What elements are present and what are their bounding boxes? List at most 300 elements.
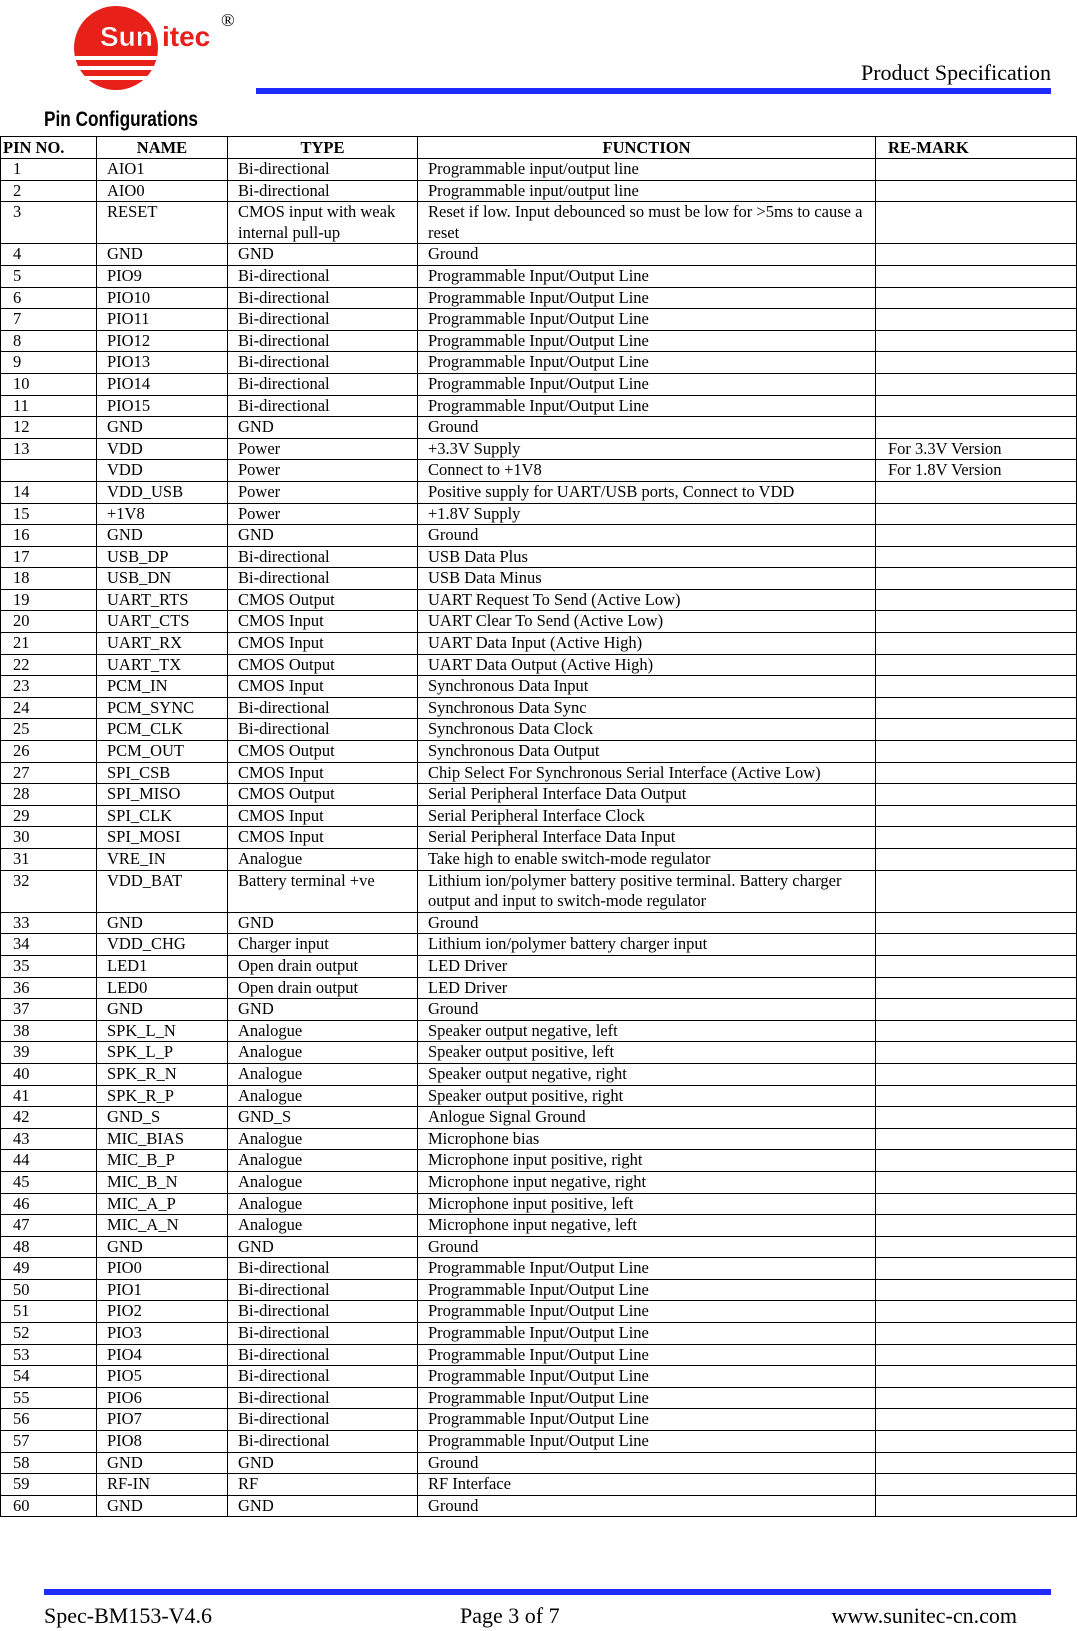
pin-no-cell: 3: [1, 202, 97, 244]
footer-page-number: Page 3 of 7: [460, 1603, 560, 1628]
remark-cell: [876, 784, 1077, 806]
footer-divider: [44, 1589, 1051, 1595]
type-cell: CMOS Output: [228, 784, 418, 806]
function-cell: Programmable input/output line: [418, 159, 876, 181]
function-cell: Ground: [418, 1452, 876, 1474]
name-cell: VRE_IN: [97, 849, 228, 871]
pin-no-cell: 57: [1, 1431, 97, 1453]
remark-cell: [876, 741, 1077, 763]
name-cell: PIO8: [97, 1431, 228, 1453]
function-cell: UART Data Output (Active High): [418, 654, 876, 676]
name-cell: PCM_IN: [97, 676, 228, 698]
name-cell: PCM_SYNC: [97, 697, 228, 719]
remark-cell: [876, 1301, 1077, 1323]
function-cell: Programmable Input/Output Line: [418, 352, 876, 374]
remark-cell: [876, 1409, 1077, 1431]
remark-cell: [876, 849, 1077, 871]
pin-no-cell: 29: [1, 805, 97, 827]
type-cell: Bi-directional: [228, 180, 418, 202]
table-row: [1, 503, 1077, 525]
function-cell: Ground: [418, 417, 876, 439]
table-row: [1, 719, 1077, 741]
type-cell: Charger input: [228, 934, 418, 956]
type-cell: Bi-directional: [228, 287, 418, 309]
name-cell: PIO4: [97, 1344, 228, 1366]
table-body: [1, 159, 1077, 1517]
pin-no-cell: 55: [1, 1387, 97, 1409]
function-cell: Programmable Input/Output Line: [418, 1344, 876, 1366]
table-row: [1, 481, 1077, 503]
type-cell: CMOS Input: [228, 827, 418, 849]
function-cell: Microphone bias: [418, 1128, 876, 1150]
name-cell: SPK_R_P: [97, 1085, 228, 1107]
function-cell: Programmable input/output line: [418, 180, 876, 202]
header-pin-no: PIN NO.: [1, 137, 97, 159]
remark-cell: [876, 1431, 1077, 1453]
pin-no-cell: 17: [1, 546, 97, 568]
function-cell: Programmable Input/Output Line: [418, 265, 876, 287]
function-cell: USB Data Plus: [418, 546, 876, 568]
pin-no-cell: 52: [1, 1323, 97, 1345]
type-cell: CMOS Input: [228, 762, 418, 784]
remark-cell: [876, 654, 1077, 676]
pin-no-cell: 59: [1, 1474, 97, 1496]
remark-cell: [876, 1323, 1077, 1345]
pin-no-cell: 40: [1, 1063, 97, 1085]
function-cell: Programmable Input/Output Line: [418, 1323, 876, 1345]
pin-no-cell: 56: [1, 1409, 97, 1431]
pin-no-cell: 23: [1, 676, 97, 698]
function-cell: Speaker output negative, right: [418, 1063, 876, 1085]
name-cell: RESET: [97, 202, 228, 244]
function-cell: Speaker output positive, left: [418, 1042, 876, 1064]
pin-no-cell: 51: [1, 1301, 97, 1323]
name-cell: GND: [97, 912, 228, 934]
function-cell: Microphone input negative, right: [418, 1171, 876, 1193]
type-cell: Open drain output: [228, 955, 418, 977]
type-cell: Bi-directional: [228, 1344, 418, 1366]
type-cell: Bi-directional: [228, 330, 418, 352]
table-row: [1, 805, 1077, 827]
name-cell: VDD: [97, 460, 228, 482]
type-cell: Analogue: [228, 1215, 418, 1237]
type-cell: Power: [228, 438, 418, 460]
name-cell: PIO13: [97, 352, 228, 374]
table-row: [1, 934, 1077, 956]
function-cell: Ground: [418, 912, 876, 934]
name-cell: GND: [97, 1495, 228, 1517]
name-cell: MIC_A_N: [97, 1215, 228, 1237]
pin-no-cell: 50: [1, 1279, 97, 1301]
pin-no-cell: 26: [1, 741, 97, 763]
function-cell: +3.3V Supply: [418, 438, 876, 460]
table-row: [1, 265, 1077, 287]
name-cell: PIO2: [97, 1301, 228, 1323]
table-row: [1, 1431, 1077, 1453]
name-cell: USB_DP: [97, 546, 228, 568]
type-cell: Bi-directional: [228, 373, 418, 395]
function-cell: Microphone input negative, left: [418, 1215, 876, 1237]
pin-no-cell: 54: [1, 1366, 97, 1388]
table-row: [1, 912, 1077, 934]
pin-no-cell: 48: [1, 1236, 97, 1258]
header-remark: RE-MARK: [876, 137, 1077, 159]
name-cell: LED0: [97, 977, 228, 999]
remark-cell: [876, 159, 1077, 181]
type-cell: Analogue: [228, 1020, 418, 1042]
table-row: [1, 568, 1077, 590]
table-row: [1, 395, 1077, 417]
pin-no-cell: 60: [1, 1495, 97, 1517]
table-row: [1, 460, 1077, 482]
remark-cell: [876, 1063, 1077, 1085]
remark-cell: [876, 827, 1077, 849]
type-cell: Power: [228, 460, 418, 482]
type-cell: CMOS Input: [228, 676, 418, 698]
remark-cell: [876, 676, 1077, 698]
table-row: [1, 1474, 1077, 1496]
function-cell: +1.8V Supply: [418, 503, 876, 525]
pin-no-cell: 39: [1, 1042, 97, 1064]
footer-spec-id: Spec-BM153-V4.6: [44, 1603, 213, 1628]
table-row: [1, 999, 1077, 1021]
pin-no-cell: 22: [1, 654, 97, 676]
name-cell: GND: [97, 244, 228, 266]
remark-cell: [876, 417, 1077, 439]
table-row: [1, 784, 1077, 806]
remark-cell: [876, 202, 1077, 244]
pin-no-cell: 49: [1, 1258, 97, 1280]
remark-cell: [876, 1344, 1077, 1366]
table-row: [1, 1323, 1077, 1345]
name-cell: SPI_CSB: [97, 762, 228, 784]
remark-cell: [876, 309, 1077, 331]
function-cell: Synchronous Data Input: [418, 676, 876, 698]
pin-no-cell: 19: [1, 589, 97, 611]
remark-cell: [876, 287, 1077, 309]
remark-cell: [876, 1171, 1077, 1193]
name-cell: PIO6: [97, 1387, 228, 1409]
function-cell: UART Clear To Send (Active Low): [418, 611, 876, 633]
header-divider: [256, 88, 1051, 94]
logo-text-right: itec: [162, 21, 211, 52]
name-cell: SPI_MISO: [97, 784, 228, 806]
type-cell: Bi-directional: [228, 1409, 418, 1431]
table-row: [1, 1042, 1077, 1064]
function-cell: LED Driver: [418, 955, 876, 977]
pin-no-cell: 27: [1, 762, 97, 784]
name-cell: PIO9: [97, 265, 228, 287]
table-row: [1, 827, 1077, 849]
pin-no-cell: 47: [1, 1215, 97, 1237]
name-cell: SPI_MOSI: [97, 827, 228, 849]
function-cell: Speaker output negative, left: [418, 1020, 876, 1042]
header-function: FUNCTION: [418, 137, 876, 159]
function-cell: USB Data Minus: [418, 568, 876, 590]
function-cell: Programmable Input/Output Line: [418, 1431, 876, 1453]
function-cell: Ground: [418, 244, 876, 266]
remark-cell: [876, 1387, 1077, 1409]
table-row: [1, 955, 1077, 977]
table-row: [1, 1215, 1077, 1237]
type-cell: Open drain output: [228, 977, 418, 999]
name-cell: SPK_R_N: [97, 1063, 228, 1085]
name-cell: SPK_L_N: [97, 1020, 228, 1042]
name-cell: GND_S: [97, 1107, 228, 1129]
type-cell: CMOS Output: [228, 654, 418, 676]
name-cell: GND: [97, 1236, 228, 1258]
name-cell: PIO1: [97, 1279, 228, 1301]
type-cell: GND_S: [228, 1107, 418, 1129]
remark-cell: For 1.8V Version: [876, 460, 1077, 482]
pin-no-cell: 38: [1, 1020, 97, 1042]
pin-no-cell: [1, 460, 97, 482]
table-row: [1, 611, 1077, 633]
name-cell: PIO7: [97, 1409, 228, 1431]
pin-no-cell: 14: [1, 481, 97, 503]
name-cell: VDD: [97, 438, 228, 460]
remark-cell: [876, 180, 1077, 202]
name-cell: UART_RX: [97, 633, 228, 655]
function-cell: Programmable Input/Output Line: [418, 395, 876, 417]
type-cell: Bi-directional: [228, 1323, 418, 1345]
table-row: [1, 438, 1077, 460]
function-cell: Programmable Input/Output Line: [418, 330, 876, 352]
pin-no-cell: 2: [1, 180, 97, 202]
table-row: [1, 849, 1077, 871]
function-cell: Ground: [418, 1236, 876, 1258]
table-row: [1, 1193, 1077, 1215]
function-cell: Programmable Input/Output Line: [418, 1409, 876, 1431]
company-logo: [74, 6, 254, 96]
remark-cell: [876, 481, 1077, 503]
pin-no-cell: 10: [1, 373, 97, 395]
type-cell: Bi-directional: [228, 265, 418, 287]
function-cell: Ground: [418, 525, 876, 547]
function-cell: Anlogue Signal Ground: [418, 1107, 876, 1129]
remark-cell: [876, 697, 1077, 719]
name-cell: PIO10: [97, 287, 228, 309]
type-cell: GND: [228, 1236, 418, 1258]
remark-cell: [876, 589, 1077, 611]
remark-cell: For 3.3V Version: [876, 438, 1077, 460]
name-cell: GND: [97, 417, 228, 439]
type-cell: Bi-directional: [228, 1431, 418, 1453]
table-row: [1, 977, 1077, 999]
pin-no-cell: 25: [1, 719, 97, 741]
table-row: [1, 1301, 1077, 1323]
function-cell: Programmable Input/Output Line: [418, 1301, 876, 1323]
name-cell: PIO15: [97, 395, 228, 417]
type-cell: CMOS input with weak internal pull-up: [228, 202, 418, 244]
remark-cell: [876, 265, 1077, 287]
function-cell: Synchronous Data Sync: [418, 697, 876, 719]
remark-cell: [876, 1279, 1077, 1301]
table-row: [1, 1387, 1077, 1409]
name-cell: MIC_B_N: [97, 1171, 228, 1193]
name-cell: UART_CTS: [97, 611, 228, 633]
pin-configuration-table: [0, 136, 1077, 1517]
function-cell: Ground: [418, 999, 876, 1021]
type-cell: Analogue: [228, 1193, 418, 1215]
name-cell: AIO0: [97, 180, 228, 202]
table-row: [1, 870, 1077, 912]
name-cell: GND: [97, 999, 228, 1021]
pin-no-cell: 24: [1, 697, 97, 719]
type-cell: GND: [228, 1452, 418, 1474]
type-cell: RF: [228, 1474, 418, 1496]
function-cell: LED Driver: [418, 977, 876, 999]
remark-cell: [876, 244, 1077, 266]
remark-cell: [876, 611, 1077, 633]
type-cell: CMOS Input: [228, 611, 418, 633]
function-cell: Lithium ion/polymer battery positive terminal. Battery charger output and input to switch-mode regulator: [418, 870, 876, 912]
function-cell: Programmable Input/Output Line: [418, 1279, 876, 1301]
table-row: [1, 287, 1077, 309]
pin-no-cell: 30: [1, 827, 97, 849]
pin-no-cell: 28: [1, 784, 97, 806]
remark-cell: [876, 1236, 1077, 1258]
pin-no-cell: 15: [1, 503, 97, 525]
remark-cell: [876, 999, 1077, 1021]
remark-cell: [876, 525, 1077, 547]
pin-no-cell: 34: [1, 934, 97, 956]
type-cell: Bi-directional: [228, 546, 418, 568]
table-row: [1, 417, 1077, 439]
remark-cell: [876, 1150, 1077, 1172]
table-row: [1, 309, 1077, 331]
table-row: [1, 1279, 1077, 1301]
remark-cell: [876, 719, 1077, 741]
table-row: [1, 1150, 1077, 1172]
name-cell: UART_TX: [97, 654, 228, 676]
function-cell: Reset if low. Input debounced so must be low for >5ms to cause a reset: [418, 202, 876, 244]
name-cell: VDD_USB: [97, 481, 228, 503]
remark-cell: [876, 762, 1077, 784]
remark-cell: [876, 352, 1077, 374]
table-row: [1, 202, 1077, 244]
function-cell: Positive supply for UART/USB ports, Connect to VDD: [418, 481, 876, 503]
type-cell: Analogue: [228, 1150, 418, 1172]
name-cell: AIO1: [97, 159, 228, 181]
table-row: [1, 1495, 1077, 1517]
remark-cell: [876, 870, 1077, 912]
pin-no-cell: 45: [1, 1171, 97, 1193]
table-row: [1, 244, 1077, 266]
name-cell: SPI_CLK: [97, 805, 228, 827]
header-name: NAME: [97, 137, 228, 159]
type-cell: Power: [228, 481, 418, 503]
function-cell: Take high to enable switch-mode regulator: [418, 849, 876, 871]
remark-cell: [876, 912, 1077, 934]
pin-no-cell: 7: [1, 309, 97, 331]
type-cell: GND: [228, 244, 418, 266]
table-row: [1, 1063, 1077, 1085]
name-cell: SPK_L_P: [97, 1042, 228, 1064]
pin-no-cell: 37: [1, 999, 97, 1021]
pin-no-cell: 9: [1, 352, 97, 374]
table-row: [1, 654, 1077, 676]
table-row: [1, 525, 1077, 547]
function-cell: Chip Select For Synchronous Serial Interface (Active Low): [418, 762, 876, 784]
type-cell: Bi-directional: [228, 1258, 418, 1280]
type-cell: CMOS Output: [228, 589, 418, 611]
name-cell: MIC_B_P: [97, 1150, 228, 1172]
pin-no-cell: 31: [1, 849, 97, 871]
pin-no-cell: 4: [1, 244, 97, 266]
type-cell: Bi-directional: [228, 352, 418, 374]
type-cell: GND: [228, 1495, 418, 1517]
name-cell: RF-IN: [97, 1474, 228, 1496]
pin-no-cell: 43: [1, 1128, 97, 1150]
table-row: [1, 1020, 1077, 1042]
name-cell: VDD_BAT: [97, 870, 228, 912]
type-cell: CMOS Output: [228, 741, 418, 763]
name-cell: PIO12: [97, 330, 228, 352]
name-cell: PIO5: [97, 1366, 228, 1388]
footer-website: www.sunitec-cn.com: [831, 1603, 1017, 1628]
registered-mark: ®: [221, 10, 235, 30]
pin-no-cell: 11: [1, 395, 97, 417]
section-title: Pin Configurations: [44, 108, 199, 131]
name-cell: MIC_A_P: [97, 1193, 228, 1215]
remark-cell: [876, 805, 1077, 827]
remark-cell: [876, 1193, 1077, 1215]
type-cell: Bi-directional: [228, 719, 418, 741]
type-cell: CMOS Input: [228, 805, 418, 827]
type-cell: Bi-directional: [228, 159, 418, 181]
type-cell: Bi-directional: [228, 1366, 418, 1388]
type-cell: GND: [228, 999, 418, 1021]
remark-cell: [876, 1042, 1077, 1064]
remark-cell: [876, 503, 1077, 525]
type-cell: Analogue: [228, 849, 418, 871]
name-cell: UART_RTS: [97, 589, 228, 611]
table-row: [1, 1409, 1077, 1431]
table-row: [1, 697, 1077, 719]
remark-cell: [876, 1452, 1077, 1474]
pin-no-cell: 32: [1, 870, 97, 912]
function-cell: Programmable Input/Output Line: [418, 309, 876, 331]
name-cell: GND: [97, 1452, 228, 1474]
function-cell: RF Interface: [418, 1474, 876, 1496]
type-cell: Bi-directional: [228, 697, 418, 719]
table-row: [1, 330, 1077, 352]
table-header-row: [1, 137, 1077, 159]
function-cell: Programmable Input/Output Line: [418, 1366, 876, 1388]
type-cell: Bi-directional: [228, 309, 418, 331]
pin-no-cell: 33: [1, 912, 97, 934]
pin-no-cell: 58: [1, 1452, 97, 1474]
remark-cell: [876, 1215, 1077, 1237]
type-cell: CMOS Input: [228, 633, 418, 655]
table-row: [1, 180, 1077, 202]
table-row: [1, 546, 1077, 568]
function-cell: UART Request To Send (Active Low): [418, 589, 876, 611]
type-cell: Bi-directional: [228, 1301, 418, 1323]
function-cell: Serial Peripheral Interface Data Input: [418, 827, 876, 849]
function-cell: Lithium ion/polymer battery charger input: [418, 934, 876, 956]
function-cell: Programmable Input/Output Line: [418, 1258, 876, 1280]
remark-cell: [876, 1128, 1077, 1150]
type-cell: Bi-directional: [228, 395, 418, 417]
pin-no-cell: 20: [1, 611, 97, 633]
table-row: [1, 1107, 1077, 1129]
name-cell: PIO11: [97, 309, 228, 331]
remark-cell: [876, 395, 1077, 417]
pin-no-cell: 44: [1, 1150, 97, 1172]
pin-no-cell: 53: [1, 1344, 97, 1366]
